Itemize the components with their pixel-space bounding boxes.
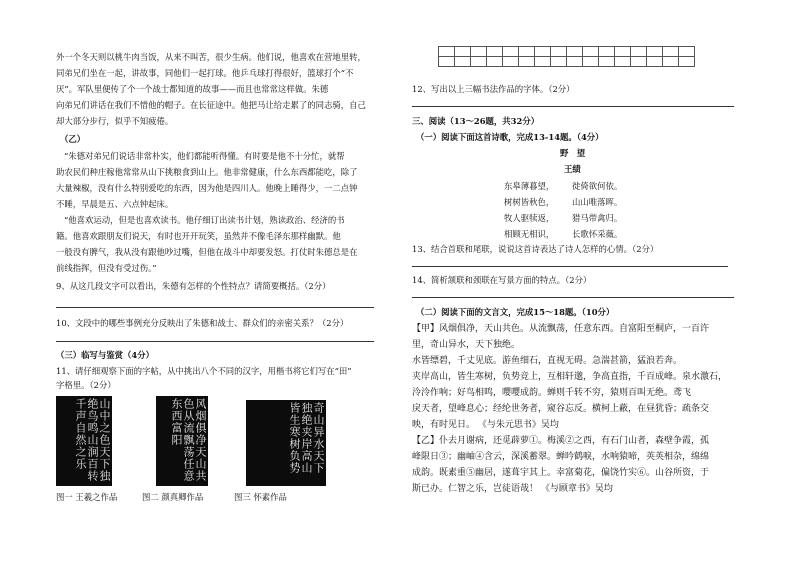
text-line: 助农民们种庄稼他常常从山下挑粮食到山上。他非常健康，什么东西都能吃，除了: [56, 167, 358, 177]
poem-line: 相顾无相识，: [504, 229, 555, 239]
text-line: “他喜欢运动，但是也喜欢读书。他仔细订出读书计划，熟读政治、经济的书: [64, 215, 345, 225]
calligraphy-image-1: 山中之色天下独绝鸟鸣山涧百转千声自然之乐: [56, 396, 112, 486]
text-line: 夹岸高山，皆生寒树，负势竞上，互相轩邈，争高直指，千百成峰。泉水激石，: [412, 372, 728, 382]
poem-line: 树树皆秋色，: [504, 197, 555, 207]
question-9: 9、从这几段文字可以看出，朱德有怎样的个性特点？请简要概括。（2分）: [56, 281, 331, 291]
text-line: 里，奇山异水，天下独绝。: [412, 340, 521, 350]
text-line: 厌”。军队里便传了个一个战士都知道的故事——而且也常常这样做。朱德: [56, 84, 329, 94]
poem-author: 王绩: [564, 164, 581, 174]
poem-line: 长歌怀采薇。: [572, 229, 623, 239]
text-line: 却大部分步行，似乎不知疲倦。: [56, 116, 174, 126]
text-line: 外一个冬天则以桃牛肉当饭，从来不叫苦，很少生病。他们说，他喜欢在营地里转，: [56, 52, 366, 62]
caption-3: 图三 怀素作品: [234, 492, 287, 502]
question-11-cont: 字格里。（2分）: [56, 380, 116, 390]
poem-line: 猎马带禽归。: [572, 213, 623, 223]
question-14: 14、简析颔联和颈联在写景方面的特点。（2分）: [412, 275, 592, 285]
answer-line[interactable]: [412, 266, 728, 267]
text-line: 大量辣椒，没有什么特别爱吃的东西，因为他是四川人。他晚上睡得少，一二点钟: [56, 183, 358, 193]
text-line: 峰限日③；幽岫④含云，深溪蓄翠。蝉吟鹤唳，水响猿啼，英英相杂，绵绵: [412, 452, 710, 462]
caption-1: 图一 王羲之作品: [56, 492, 118, 502]
text-line: 前线指挥，但没有受过伤。”: [56, 263, 157, 273]
text-line: 不睡，早晨是五、六点钟起床。: [56, 199, 174, 209]
calligraphy-image-2: 风烟俱净天山共色从流飘荡任意东西富阳: [156, 396, 208, 486]
text-line: 水皆缥碧，千丈见底。游鱼细石，直视无碍。急湍甚箭，猛浪若奔。: [412, 356, 683, 366]
question-12: 12、写出以上三幅书法作品的字体。（2分）: [412, 84, 575, 94]
text-line: 成韵。既素重⑤幽居，遂葺宇其上。幸富菊花，偏饶竹实⑥。山谷所资，于: [412, 468, 710, 478]
text-line: 【乙】仆去月谢病，还觅薜萝①。梅溪②之西，有石门山者，森壁争霞，孤: [412, 436, 710, 446]
text-line: 映，有时见日。 《与朱元思书》吴均: [412, 420, 559, 430]
text-line: 向弟兄们讲话在我们不惜他的帽子。在长征途中。他把马让给走累了的同志骑，自己: [56, 100, 366, 110]
section-title: 三、阅读（13～26题，共32分）: [412, 116, 540, 126]
section-label: （乙）: [60, 134, 86, 144]
answer-line[interactable]: [412, 297, 734, 298]
subsection-title: （一）阅读下面这首诗歌，完成13-14题。（4分）: [416, 132, 604, 142]
poem-line: 东皋薄暮望，: [504, 181, 555, 191]
caption-2: 图二 颜真卿作品: [142, 492, 204, 502]
text-line: 籍。他喜欢跟朋友们说天，有时也开开玩笑，虽然并不像毛泽东那样幽默。他: [56, 231, 341, 241]
poem-line: 山山唯落晖。: [572, 197, 623, 207]
text-line: 一般没有脾气，我从没有跟他吵过嘴，但他在战斗中却要发怒。打仗时朱德总是在: [56, 247, 358, 257]
question-10: 10、文段中的哪些事例充分反映出了朱德和战士、群众们的亲密关系？（2分）: [56, 318, 349, 328]
poem-line: 徙倚欲何依。: [572, 181, 623, 191]
answer-line[interactable]: [56, 307, 374, 308]
section-title: （三）临写与鉴赏（4分）: [56, 350, 154, 360]
poem-title: 野 望: [560, 148, 586, 158]
text-line: “朱德对弟兄们说话非常朴实，他们都能听得懂。有时要是他不十分忙，就帮: [64, 151, 345, 161]
tian-character-grid[interactable]: [438, 46, 695, 67]
text-line: 斯已办。仁智之乐，岂徒语哉！ 《与顾章书》吴均: [412, 484, 613, 494]
text-line: 戾天者，望峰息心；经纶世务者，窥谷忘反。横柯上蔽，在昼犹昏；疏条交: [412, 404, 710, 414]
text-line: 【甲】风烟俱净，天山共色。从流飘荡，任意东西。自富阳至桐庐，一百许: [412, 324, 710, 334]
poem-line: 牧人驱犊返，: [504, 213, 555, 223]
calligraphy-image-3: 奇山异水天下独绝夹岸高山皆生寒树负势: [246, 400, 326, 486]
question-11: 11、请仔细观察下面的字帖，从中挑出八个不同的汉字，用楷书将它们写在“田”: [56, 366, 352, 376]
answer-line[interactable]: [56, 341, 374, 342]
answer-line[interactable]: [412, 106, 734, 107]
question-13: 13、结合首联和尾联，说说这首诗表达了诗人怎样的心情。（2分）: [412, 244, 659, 254]
text-line: 泠泠作响；好鸟相鸣，嘤嘤成韵。蝉则千转不穷，猿则百叫无绝。鸢飞: [412, 388, 692, 398]
text-line: 同弟兄们坐在一起，讲故事，同他们一起打球。他乒乓球打得很好，篮球打个“不: [56, 68, 354, 78]
subsection-title: （二）阅读下面的文言文，完成15～18题。（10分）: [416, 307, 615, 317]
